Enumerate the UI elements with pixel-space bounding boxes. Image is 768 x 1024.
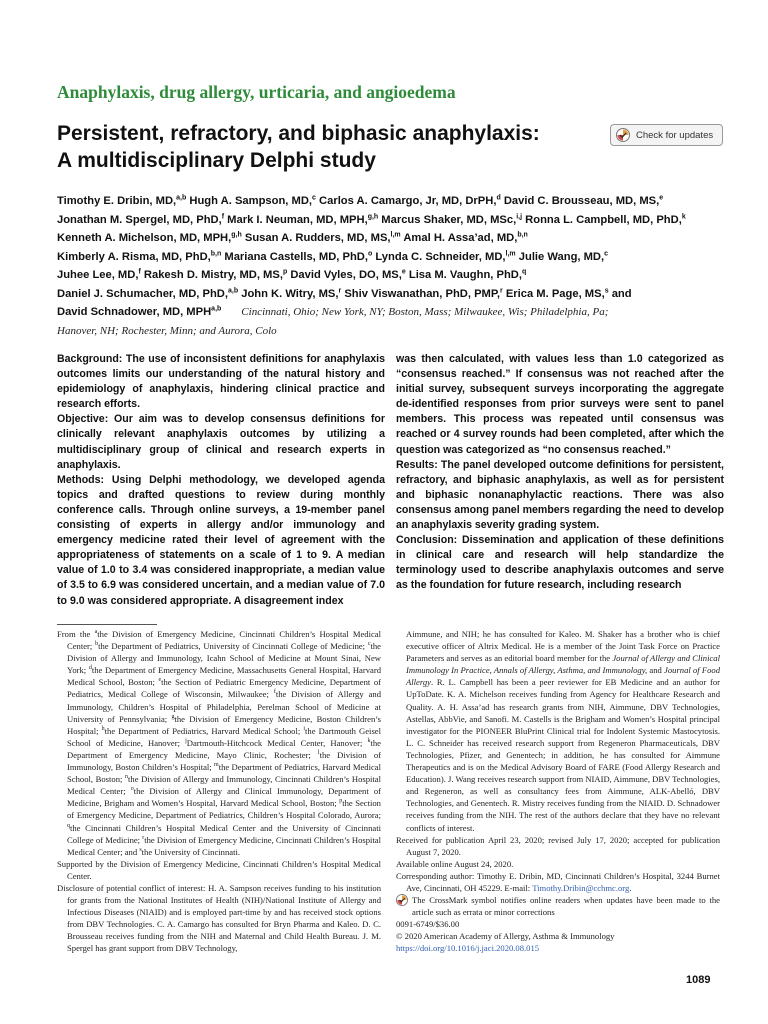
affiliation-locations: Cincinnati, Ohio; New York, NY; Boston, Mass; Milwaukee, Wis; Philadelphia, Pa; bbox=[241, 306, 609, 318]
affiliation-superscript: n bbox=[125, 774, 129, 781]
affiliation-superscript: b,n bbox=[210, 249, 222, 257]
author-name: Kimberly A. Risma, MD, PhD, bbox=[57, 250, 211, 263]
affiliation-superscript: d bbox=[88, 665, 92, 672]
affiliation-superscript: c bbox=[367, 641, 371, 648]
affiliation-text: the Department of Pediatrics, University of Cincinnati College of Medicine; bbox=[98, 641, 368, 652]
article-title bbox=[57, 120, 617, 174]
page-number: 1089 bbox=[686, 974, 711, 986]
affiliation-superscript: j bbox=[185, 737, 187, 744]
author-line bbox=[57, 266, 727, 285]
affiliation-superscript: f bbox=[221, 212, 225, 220]
author-name: Kenneth A. Michelson, MD, MPH, bbox=[57, 232, 232, 244]
affiliation-superscript: q bbox=[67, 822, 70, 829]
affiliation-text: the Division of Emergency Medicine, Boston Children’s Hospital; bbox=[67, 713, 381, 736]
affiliation-text: the Department of Pediatrics, Harvard Medical School; bbox=[104, 725, 304, 736]
author-name: Lynda C. Schneider, MD, bbox=[372, 250, 506, 263]
affiliation-text: the Division of Allergy and Immunology, Cincinnati Children’s Hospital Medical Center; bbox=[67, 774, 381, 797]
affiliation-superscript: p bbox=[339, 798, 343, 805]
issn: 0091-6749/$36.00 bbox=[396, 919, 460, 930]
affiliation-text: the Division of Allergy and Immunology, Children’s Hospital of Philadelphia, Perelman School of Medicine at University of Pennsylvania; bbox=[67, 689, 381, 724]
affiliation-text: the Division of Emergency Medicine, Cincinnati Children’s Hospital Medical Center; bbox=[67, 629, 381, 652]
affiliation-superscript: p bbox=[282, 268, 288, 276]
affiliation-text: the Division of Emergency Medicine, Cincinnati Children’s Hospital Medical Center; and bbox=[67, 834, 381, 857]
received-date: Received for publication April 23, 2020; revised July 17, 2020; accepted for publication August 7, 2020. bbox=[396, 834, 720, 857]
affiliation-superscript: k bbox=[367, 737, 371, 744]
author-name: Hugh A. Sampson, MD, bbox=[186, 195, 313, 207]
affiliation-text: the Division of Allergy and Clinical Immunology, Department of Medicine, Brigham and Women’s Hospital, Harvard Medical School, Boston; bbox=[67, 786, 381, 809]
affiliation-superscript: a bbox=[94, 629, 98, 636]
email-link[interactable]: Timothy.Dribin@cchmc.org bbox=[532, 882, 630, 893]
affiliation-superscript: g,h bbox=[367, 212, 379, 220]
copyright: © 2020 American Academy of Allergy, Asthma & Immunology bbox=[396, 931, 615, 942]
author-name: David Vyles, DO, MS, bbox=[287, 269, 402, 281]
affiliation-text: the University of Cincinnati. bbox=[141, 846, 240, 857]
corresponding-author: Corresponding author: Timothy E. Dribin, MD, Cincinnati Children’s Hospital, 3244 Burnet Ave, Cincinnati, OH 45229. E-mail: Timothy.Dribin@cchmc.org. bbox=[396, 870, 720, 893]
affiliations-footnote bbox=[57, 628, 382, 858]
disclosure-footnote: Disclosure of potential conflict of interest: H. A. Sampson receives funding to his institution for grants from the National Institutes of Health (NIH)/National Institute of Allergy and Infectious Diseases (NIAID) and is employed part-time by and has received stock options from DBV Technologies. C. A. Camargo has consulted for Bryn Pharma and Kaleo. D. C. Brousseau receives funding from the NIH and Maternal and Child Health Bureau. J. M. Spergel has grant support from DBV Technology, bbox=[57, 882, 381, 954]
affiliation-text: the Division of Immunology, Boston Children’s Hospital; bbox=[67, 749, 382, 773]
author-name: David C. Brousseau, MD, MS, bbox=[500, 195, 660, 207]
affiliation-text: the Department of Emergency Medicine, Mayo Clinic, Rochester; bbox=[67, 737, 381, 760]
crossmark-icon bbox=[616, 128, 630, 142]
affiliation-superscript: r bbox=[142, 834, 145, 841]
abstract-paragraph: was then calculated, with values less than 1.0 categorized as “consensus reached.” If consensus was not reached after the initial survey, subsequent surveys incorporating the aggregate de-identified responses from prior surveys were sent to panel members. This process was repeated until consensus was reached or 4 survey rounds had been completed, after which the question was categorized as “no consensus reached.” bbox=[396, 353, 724, 456]
footnote-rule bbox=[57, 624, 157, 625]
affiliation-superscript: s bbox=[139, 846, 142, 853]
author-name: Mark I. Neuman, MD, MPH, bbox=[224, 213, 368, 226]
check-for-updates-label: Check for updates bbox=[636, 129, 714, 141]
affiliation-superscript: f bbox=[138, 268, 141, 276]
affiliation-superscript: i bbox=[303, 725, 306, 732]
affiliation-superscript: r bbox=[499, 286, 503, 294]
author-name: Jonathan M. Spergel, MD, PhD, bbox=[57, 213, 222, 226]
affiliation-superscript: s bbox=[604, 286, 609, 294]
abstract-left-column bbox=[57, 352, 385, 609]
affiliation-text: the Department of Pediatrics, Harvard Medical School, Boston; bbox=[67, 762, 381, 785]
affiliation-superscript: a,b bbox=[211, 305, 222, 313]
affiliation-text: Dartmouth-Hitchcock Medical Center, Hanover; bbox=[186, 737, 368, 748]
affiliation-superscript: q bbox=[522, 268, 527, 276]
disclosure-continued: Aimmune, and NIH; he has consulted for Kaleo. M. Shaker has a brother who is chief executive officer of Altrix Medical. He is a member of the Joint Task Force on Practice Parameters and serves as an editorial board member for the Journal of Allergy and Clinical Immunology In Practice, Annals of Allergy, Asthma, and Immunology, and Journal of Food Allergy. R. L. Campbell has been a peer reviewer for EB Medicine and an author for UpToDate. K. A. Michelson receives funding from Agency for Healthcare Research and Quality. A. H. Assa’ad has research grants from NIH, Aimmune, DBV Technologies, Astellas, AbbVie, and Sanofi. M. Castells is the Brigham and Women’s Hospital principal investigator for the PIONEER BluPrint Clinical trial for Indolent Systemic Mastocytosis. L. C. Schneider has received research support from Regeneron Pharmaceuticals, DBV Technologies, Pfizer, and Genentech; in addition, he has consulted for Aimmune Therapeutics and is on the Medical Advisory Board of FARE (Food Allergy Research and Education). J. Wang receives research support from NIAID, Aimmune, DBV Technologies, and Regeneron, as well as consultancy fees from Aimmune, ALK-Abelló, DBV Technologies, and Genentech. R. Mistry receives funding from the NIAID. D. Schnadower receives funding from the NIH. The rest of the authors declare that they have no relevant conflicts of interest. bbox=[406, 629, 720, 833]
affiliation-superscript: l,m bbox=[505, 249, 516, 257]
author-name: Carlos A. Camargo, Jr, MD, DrPH, bbox=[315, 195, 497, 207]
affiliation-text: the Division of Allergy and Immunology, Icahn School of Medicine at Mount Sinai, New York; bbox=[67, 641, 381, 676]
author-line bbox=[57, 211, 727, 230]
author-name: Mariana Castells, MD, PhD, bbox=[221, 250, 368, 263]
affiliation-superscript: b bbox=[95, 641, 99, 648]
affiliation-text: the Dartmouth Geisel School of Medicine, Hanover; bbox=[67, 725, 381, 748]
author-name: Amal H. Assa’ad, MD, bbox=[400, 232, 518, 244]
affiliation-text: the Section of Pediatric Emergency Medicine, Department of Pediatrics, Medical College of Wisconsin, Milwaukee; bbox=[67, 677, 381, 700]
author-line bbox=[57, 285, 727, 304]
author-line bbox=[57, 303, 727, 322]
author-list bbox=[57, 192, 727, 340]
author-line bbox=[57, 229, 727, 248]
abstract-paragraph: Background: The use of inconsistent definitions for anaphylaxis outcomes limits our understanding of the natural history and epidemiology of anaphylaxis, hindering clinical practice and research efforts. bbox=[57, 353, 385, 411]
affiliation-superscript: c bbox=[604, 249, 609, 257]
abstract-paragraph: Methods: Using Delphi methodology, we developed agenda topics and drafted questions to review during monthly conference calls. Through online surveys, a 19-member panel consisting of experts in allergy and/or immunology and emergency medicine rated their level of agreement with the appropriateness of statements on a scale of 1 to 9. A median value of 1.0 to 3.4 was considered inappropriate, a median value of 3.5 to 6.9 was considered uncertain, and a median value of 7.0 to 9.0 was considered appropriate. A disagreement index bbox=[57, 473, 385, 607]
check-for-updates-button[interactable] bbox=[610, 124, 723, 146]
affiliation-superscript: g bbox=[171, 713, 175, 720]
crossmark-icon bbox=[396, 894, 408, 909]
affiliation-superscript: a,b bbox=[176, 194, 187, 202]
affiliation-superscript: m bbox=[214, 762, 219, 769]
affiliation-superscript: d bbox=[496, 194, 501, 202]
title-line-2: A multidisciplinary Delphi study bbox=[57, 149, 376, 172]
author-name: David Schnadower, MD, MPH bbox=[57, 306, 212, 318]
doi-link[interactable]: https://doi.org/10.1016/j.jaci.2020.08.015 bbox=[396, 943, 540, 954]
author-name: Daniel J. Schumacher, MD, PhD, bbox=[57, 287, 228, 300]
author-line bbox=[57, 192, 727, 211]
affiliation-superscript: e bbox=[401, 268, 406, 276]
affiliation-superscript: e bbox=[158, 677, 162, 684]
affiliation-superscript: g,h bbox=[231, 231, 242, 239]
abstract-paragraph: Objective: Our aim was to develop consensus definitions for clinically relevant anaphylaxis outcomes by utilizing a multidisciplinary group of clinical and research experts in anaphylaxis. bbox=[57, 413, 385, 471]
author-name: Juhee Lee, MD, bbox=[57, 269, 139, 281]
affiliation-superscript: f bbox=[273, 689, 276, 696]
crossmark-note: The CrossMark symbol notifies online readers when updates have been made to the article such as errata or minor corrections bbox=[396, 894, 720, 918]
affiliation-superscript: k bbox=[681, 212, 686, 220]
support-footnote: Supported by the Division of Emergency Medicine, Cincinnati Children’s Hospital Medical Center. bbox=[57, 858, 381, 881]
available-date: Available online August 24, 2020. bbox=[396, 858, 514, 869]
affiliation-text: From the bbox=[57, 629, 95, 639]
author-name: Julie Wang, MD, bbox=[515, 250, 605, 263]
affiliation-superscript: a,b bbox=[227, 286, 239, 294]
footnotes-right-column bbox=[396, 628, 720, 955]
affiliation-superscript: e bbox=[659, 194, 664, 202]
affiliation-text: the Department of Emergency Medicine, Massachusetts General Hospital, Harvard Medical School, Boston; bbox=[67, 665, 381, 688]
author-name: Timothy E. Dribin, MD, bbox=[57, 195, 177, 207]
affiliation-superscript: l bbox=[317, 750, 320, 757]
abstract-paragraph: Results: The panel developed outcome definitions for persistent, refractory, and biphasic anaphylaxis, as well as for persistent and biphasic nonanaphylactic reactions. There was also consensus among panel members regarding the need to develop an anaphylaxis severity grading system. bbox=[396, 458, 724, 532]
affiliation-text: the Section of Emergency Medicine, Department of Pediatrics, Children’s Hospital Colorado, Aurora; bbox=[67, 798, 381, 821]
author-name: John K. Witry, MS, bbox=[238, 287, 339, 300]
author-name: Shiv Viswanathan, PhD, PMP, bbox=[341, 287, 500, 300]
author-name: Marcus Shaker, MD, MSc, bbox=[378, 213, 517, 226]
affiliation-text: the Cincinnati Children’s Hospital Medical Center and the University of Cincinnati College of Medicine; bbox=[67, 822, 381, 845]
abstract-paragraph: Conclusion: Dissemination and application of these definitions in clinical care and research will help standardize the terminology used to describe anaphylaxis outcomes and serve as the foundation for future research, including research bbox=[396, 534, 724, 592]
author-name: Erica M. Page, MS, bbox=[502, 287, 605, 300]
affiliation-superscript: r bbox=[338, 286, 342, 294]
affiliation-superscript: l,m bbox=[390, 231, 401, 239]
abstract-right-column bbox=[396, 352, 724, 594]
title-line-1: Persistent, refractory, and biphasic anaphylaxis: bbox=[57, 122, 540, 145]
author-name: Susan A. Rudders, MD, MS, bbox=[241, 232, 391, 244]
affiliation-superscript: o bbox=[130, 786, 134, 793]
author-name: Lisa M. Vaughn, PhD, bbox=[405, 269, 522, 281]
author-line bbox=[57, 248, 727, 267]
affiliation-superscript: i,j bbox=[516, 212, 523, 220]
affiliation-superscript: h bbox=[101, 725, 105, 732]
author-name: and bbox=[608, 287, 632, 300]
author-name: Ronna L. Campbell, MD, PhD, bbox=[522, 213, 682, 226]
section-heading: Anaphylaxis, drug allergy, urticaria, and angioedema bbox=[57, 82, 456, 102]
footnotes-left-column bbox=[57, 628, 381, 955]
author-name: Rakesh D. Mistry, MD, MS, bbox=[140, 269, 283, 281]
affiliation-superscript: b,n bbox=[517, 231, 528, 239]
affiliation-superscript: o bbox=[368, 249, 373, 257]
affiliation-locations-continued: Hanover, NH; Rochester, Minn; and Aurora, Colo bbox=[57, 324, 277, 337]
affiliation-superscript: c bbox=[312, 194, 316, 202]
